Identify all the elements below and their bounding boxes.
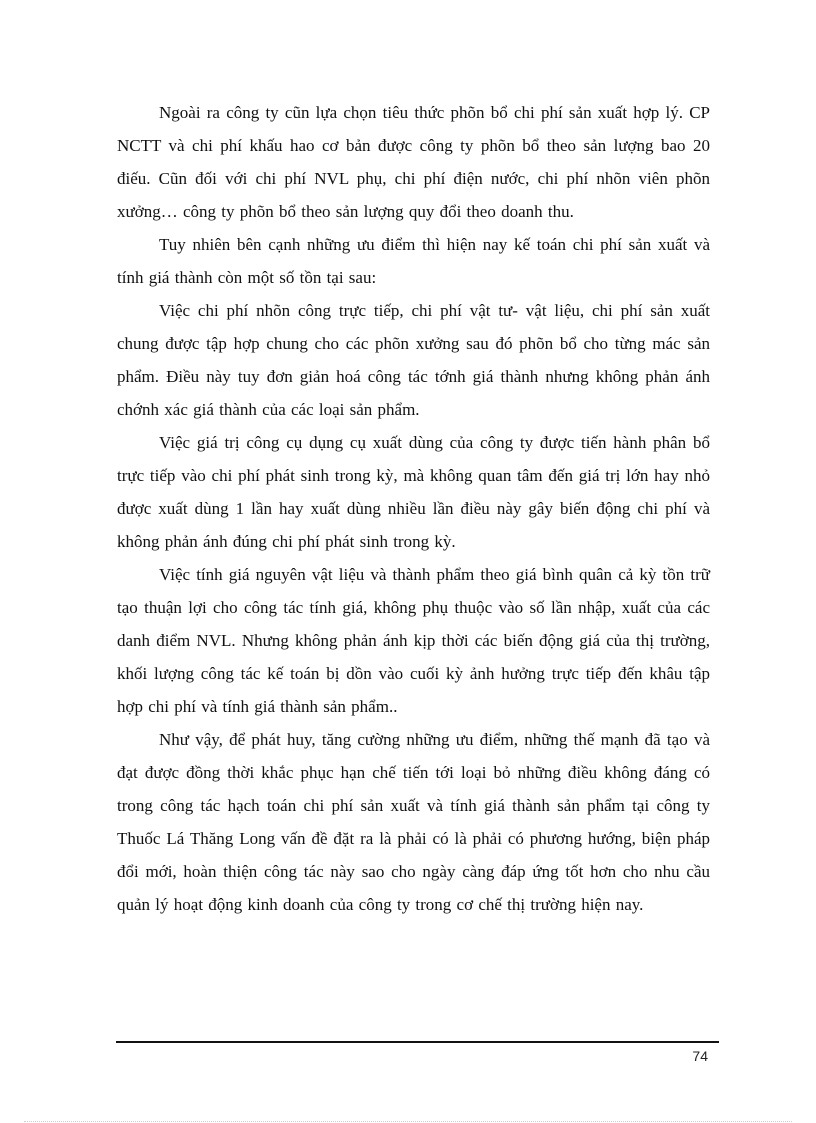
page-bottom-edge xyxy=(24,1121,792,1122)
paragraph-labor-cost: Việc chi phí nhõn công trực tiếp, chi phí vật tư- vật liệu, chi phí sản xuất chung được tập hợp chung cho các phõn xưởng sau đó phõn bổ cho từng mác sản phẩm. Điều này tuy đơn giản hoá công tác tớnh giá thành nhưng không phản ánh chớnh xác giá thành của các loại sản phẩm. xyxy=(117,301,710,419)
paragraph-conclusion: Như vậy, để phát huy, tăng cường những ưu điểm, những thế mạnh đã tạo và đạt được đồng thời khắc phục hạn chế tiến tới loại bỏ những điều không đáng có trong công tác hạch toán chi phí sản xuất và tính giá thành sản phẩm tại công ty Thuốc Lá Thăng Long vấn đề đặt ra là phải có là phải có phương hướng, biện pháp đổi mới, hoàn thiện công tác này sao cho ngày càng đáp ứng tốt hơn cho nhu cầu quản lý hoạt động kinh doanh của công ty trong cơ chế thị trường hiện nay. xyxy=(117,730,710,914)
paragraph-tools-cost: Việc giá trị công cụ dụng cụ xuất dùng của công ty được tiến hành phân bổ trực tiếp vào chi phí phát sinh trong kỳ, mà không quan tâm đến giá trị lớn hay nhỏ được xuất dùng 1 lần hay xuất dùng nhiều lần điều này gây biến động chi phí và không phản ánh đúng chi phí phát sinh trong kỳ. xyxy=(117,433,710,551)
body-text xyxy=(117,96,710,921)
paragraph-cost-allocation: Ngoài ra công ty cũn lựa chọn tiêu thức phõn bổ chi phí sản xuất hợp lý. CP NCTT và chi phí khấu hao cơ bản được công ty phõn bổ theo sản lượng bao 20 điếu. Cũn đối với chi phí NVL phụ, chi phí điện nước, chi phí nhõn viên phõn xưởng… công ty phõn bổ theo sản lượng quy đổi theo doanh thu. xyxy=(117,103,710,221)
footer-divider xyxy=(116,1041,719,1043)
paragraph-limitations-intro: Tuy nhiên bên cạnh những ưu điểm thì hiện nay kế toán chi phí sản xuất và tính giá thành còn một số tồn tại sau: xyxy=(117,235,710,287)
paragraph-material-pricing: Việc tính giá nguyên vật liệu và thành phẩm theo giá bình quân cả kỳ tồn trữ tạo thuận lợi cho công tác tính giá, không phụ thuộc vào số lần nhập, xuất của các danh điểm NVL. Nhưng không phản ánh kịp thời các biến động giá của thị trường, khối lượng công tác kế toán bị dồn vào cuối kỳ ảnh hưởng trực tiếp đến khâu tập hợp chi phí và tính giá thành sản phẩm.. xyxy=(117,565,710,716)
page-number: 74 xyxy=(692,1048,708,1064)
